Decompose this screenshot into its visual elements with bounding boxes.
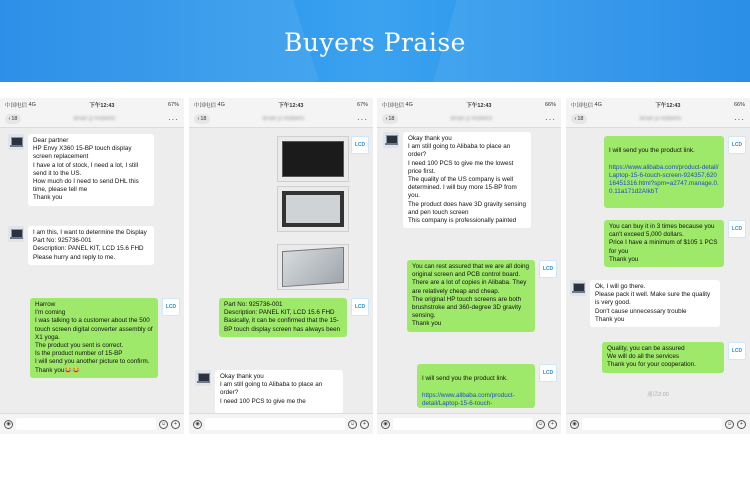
banner-title: Buyers Praise [284,28,466,57]
chat-header [377,111,561,128]
contact-name: Brian p Roberts [639,116,682,122]
more-icon[interactable]: ··· [357,114,368,124]
chevron-left-icon: ‹ [197,116,200,122]
message-row [602,342,746,373]
chevron-left-icon: ‹ [574,116,577,122]
status-bar [189,98,373,111]
message-row [219,298,369,337]
voice-icon[interactable]: ◉ [570,420,579,429]
unread-count: 18 [11,116,18,122]
phone-screenshot-4 [566,98,750,434]
message-row [351,136,369,154]
message-row [30,298,180,378]
network-label: 4G [217,101,225,108]
battery-level: 66% [544,101,556,108]
message-row [407,260,557,332]
unread-count: 18 [200,116,207,122]
voice-icon[interactable]: ◉ [381,420,390,429]
message-bubble[interactable]: You can rest assured that we are all doing original screen and PCB control board. There are a lot of copies in Alibaba. They are relatively cheap and cheap. The original HP touch screens are both brushstroke and 360-degree 3D gravity sensing. Thank you [407,260,535,332]
input-bar [377,413,561,434]
network-label: 4G [405,101,413,108]
status-bar [377,98,561,111]
product-photo-screen-off[interactable] [277,136,349,182]
product-photo-panel[interactable] [277,244,349,290]
customer-avatar[interactable] [195,370,211,386]
chat-header [566,111,750,128]
message-text: I will send you the product link. [422,375,508,383]
chevron-left-icon: ‹ [8,116,11,122]
seller-avatar[interactable]: LCD [728,342,746,360]
plus-icon[interactable]: + [171,420,180,429]
contact-name: Brian p Roberts [450,116,493,122]
battery-level: 66% [733,101,745,108]
carrier-label: 中国电信 [571,102,594,109]
battery-level: 67% [356,101,368,108]
message-row [195,370,343,414]
more-icon[interactable]: ··· [168,114,179,124]
back-button[interactable] [194,114,210,124]
unread-count: 18 [388,116,395,122]
network-label: 4G [28,101,36,108]
emoji-icon[interactable]: ☺ [726,421,733,427]
seller-avatar[interactable]: LCD [351,136,369,154]
message-row [8,226,154,265]
chevron-left-icon: ‹ [385,116,388,122]
message-text: I will send you the product link. [609,147,695,155]
seller-avatar[interactable]: LCD [728,220,746,238]
contact-name: Brian p Roberts [262,116,305,122]
message-row [417,364,557,408]
product-link[interactable]: https://www.alibaba.com/product-detail/Laptop-15-6-touch-screen-924357,62016451316.html?spm=a2747.manage.0.0.11a171d2AIkbT [609,163,719,196]
back-button[interactable] [571,114,587,124]
message-input[interactable] [16,418,156,430]
carrier-label: 中国电信 [5,102,28,109]
message-bubble[interactable]: I am this, I want to determine the Display Part No: 925736-001 Description: PANEL KIT, LCD 15.6 FHD Please hurry and reply to me. [28,226,154,265]
input-bar [0,413,184,434]
message-bubble[interactable] [417,364,535,408]
phone-screenshot-1 [0,98,184,434]
product-link[interactable]: https://www.alibaba.com/product-detail/Laptop-15-6-touch- [422,391,515,407]
chat-area[interactable] [0,128,184,414]
carrier-label: 中国电信 [194,102,217,109]
message-row [8,134,154,206]
message-bubble[interactable]: Okay thank you I am still going to Alibaba to place an order? I need 100 PCS to give me the [215,370,343,414]
voice-icon[interactable]: ◉ [4,420,13,429]
more-icon[interactable]: ··· [545,114,556,124]
status-bar [0,98,184,111]
chat-area[interactable] [189,128,373,414]
product-photo-screen-frame[interactable] [277,186,349,232]
chat-header [0,111,184,128]
customer-avatar[interactable] [8,226,24,242]
chat-header [189,111,373,128]
back-button[interactable] [5,114,21,124]
network-label: 4G [594,101,602,108]
seller-avatar[interactable]: LCD [351,298,369,316]
customer-avatar[interactable] [8,134,24,150]
message-row [383,132,531,228]
message-bubble[interactable]: You can buy it in 3 times because you can't exceed 5,000 dollars. Price I have a minimum of $105 1 PCS for you Thank you [604,220,724,267]
voice-icon[interactable]: ◉ [193,420,202,429]
message-input[interactable] [582,418,722,430]
carrier-label: 中国电信 [382,102,405,109]
seller-avatar[interactable]: LCD [539,260,557,278]
contact-name: Brian p Roberts [73,116,116,122]
customer-avatar[interactable] [383,132,399,148]
status-bar [566,98,750,111]
unread-count: 18 [577,116,584,122]
message-bubble[interactable] [604,136,724,208]
banner [0,0,750,82]
plus-icon[interactable]: + [737,420,746,429]
message-bubble[interactable]: Quality, you can be assured We will do all the services Thank you for your cooperation. [602,342,724,373]
plus-icon[interactable]: + [360,420,369,429]
input-bar [566,413,750,434]
message-row [570,280,720,327]
message-bubble[interactable]: Ok, I will go there. Please pack it well. Make sure the quality is very good. Don't cause unnecessary trouble Thank you [590,280,720,327]
more-icon[interactable]: ··· [734,114,745,124]
message-bubble[interactable]: Okay thank you I am still going to Alibaba to place an order? I need 100 PCS to give me the lowest price first. The quality of the US company is well determined. I will buy more 15-BP from you. The product does have 3D gravity sensing and pen touch screen This company is professionally painted [403,132,531,228]
message-row [604,136,746,208]
message-row [604,220,746,267]
chat-area[interactable] [566,128,750,414]
message-input[interactable] [205,418,345,430]
message-bubble[interactable]: Harrow I'm coming I was talking to a customer about the 500 touch screen digital converter assembly of X1 yoga. The product you sent is correct. Is the product number of 15-BP I will send you another picture to confirm. Thank you😂😂 [30,298,158,378]
status-time: 下午12:43 [89,102,115,109]
phone-screenshot-3 [377,98,561,434]
message-input[interactable] [393,418,533,430]
status-time: 下午12:43 [655,102,681,109]
call-duration-label: 通话2:00 [647,392,669,398]
status-time: 下午12:43 [466,102,492,109]
seller-avatar[interactable]: LCD [539,364,557,382]
emoji-icon[interactable]: ☺ [349,421,356,427]
message-bubble[interactable]: Dear partner HP Envy X360 15-BP touch display screen replacement I have a lot of stock, I need a lot, I still send it to the US. How much do I need to send DHL this time, please tell me Thank you [28,134,154,206]
input-bar [189,413,373,434]
phone-screenshot-2 [189,98,373,434]
emoji-icon[interactable]: ☺ [537,421,544,427]
battery-level: 67% [167,101,179,108]
emoji-icon[interactable]: ☺ [160,421,167,427]
status-time: 下午12:43 [278,102,304,109]
back-button[interactable] [382,114,398,124]
plus-icon[interactable]: + [548,420,557,429]
chat-area[interactable] [377,128,561,414]
customer-avatar[interactable] [570,280,586,296]
seller-avatar[interactable]: LCD [162,298,180,316]
seller-avatar[interactable]: LCD [728,136,746,154]
message-bubble[interactable]: Part No: 925736-001 Description: PANEL KIT, LCD 15.6 FHD Basically, it can be confirmed that the 15-BP touch display screen has always been [219,298,347,337]
